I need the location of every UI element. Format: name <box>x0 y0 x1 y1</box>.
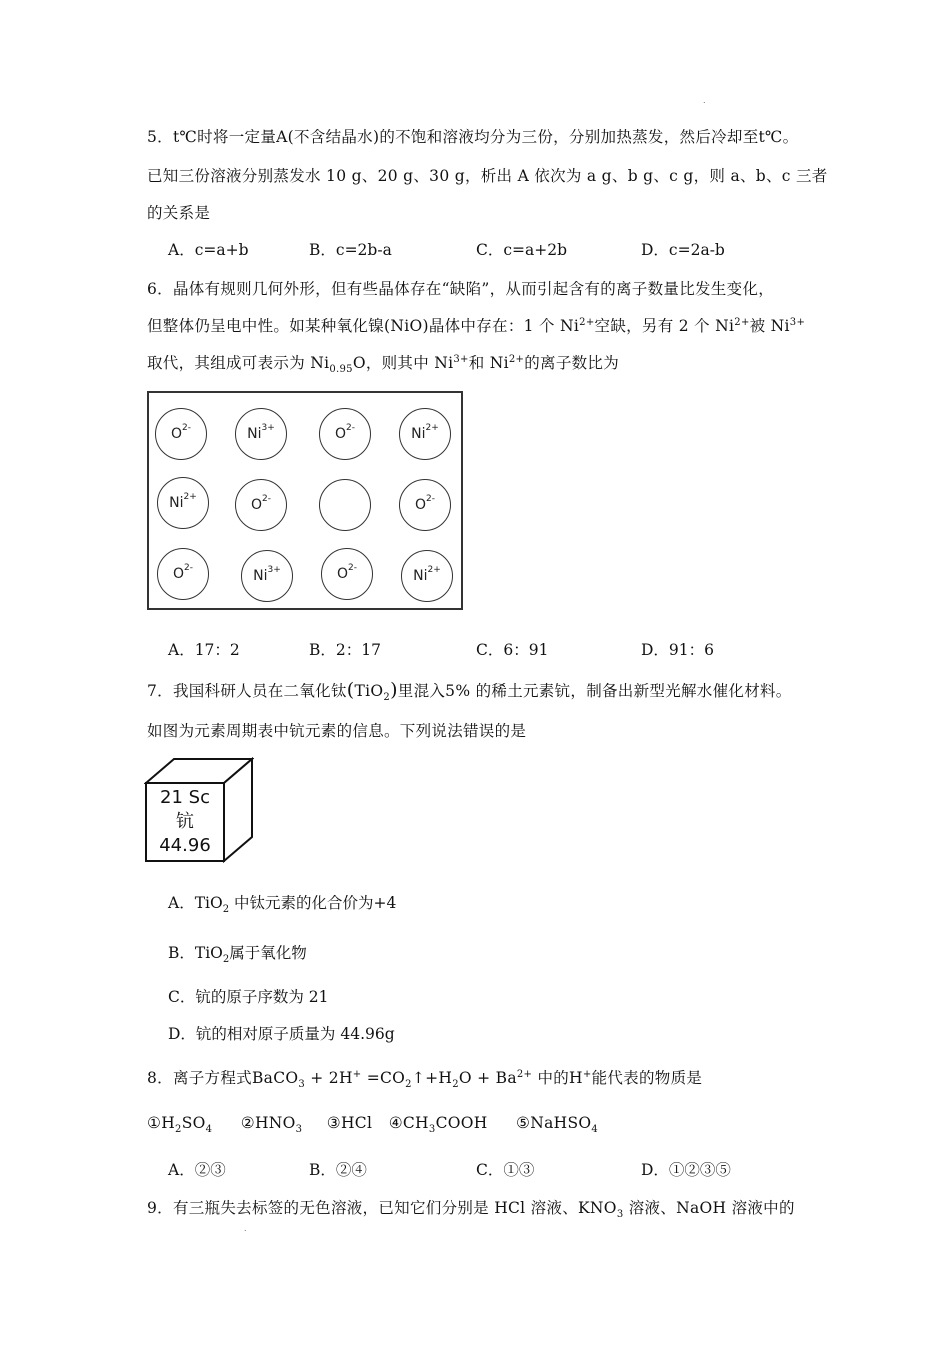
q5-option-b: B．c=2b-a <box>309 241 392 259</box>
substance-2: $②HNO_3$ <box>240 1114 303 1136</box>
ion-o2-minus: O $^{2-}$ <box>321 548 373 600</box>
q5-option-a: A．c=a+b <box>168 241 249 259</box>
element-number-symbol: 21 Sc <box>160 787 210 808</box>
substance-5: ⑤NaHSO$_4$ <box>516 1114 599 1136</box>
substance-3: ③HCl <box>326 1114 373 1132</box>
q5-line3: 的关系是 <box>147 204 211 222</box>
bottom-dot: . <box>244 1224 247 1233</box>
ion-ni3-plus: Ni $^{3+}$ <box>235 408 287 460</box>
ion-o2-minus: O $^{2-}$ <box>319 408 371 460</box>
q5-line1: 5．t℃时将一定量A(不含结晶水)的不饱和溶液均分为三份，分别加热蒸发，然后冷却至t℃。 <box>147 128 799 146</box>
q7-option-a: A．TiO$_2$ 中钛元素的化合价为+4 <box>168 894 397 916</box>
ion-ni3-plus: Ni $^{3+}$ <box>241 550 293 602</box>
q6-line2: 但整体仍呈电中性。如某种氧化镍(NiO)晶体中存在：1 个 $Ni^{2+}$空缺，另有 2 个 $Ni^{2+}$被 $Ni^{3+}$ <box>147 316 806 335</box>
q6-option-b: B．2：17 <box>309 641 381 659</box>
q5-option-d: D．c=2a-b <box>641 241 725 259</box>
q7-option-d: D．钪的相对原子质量为 44.96g <box>168 1025 395 1043</box>
q7-line1: 7．我国科研人员在二氧化钛(TiO$_2$)里混入5% 的稀土元素钪，制备出新型光解水催化材料。 <box>147 679 792 704</box>
q7-option-c: C．钪的原子序数为 21 <box>168 988 329 1006</box>
ion-o2-minus: O $^{2-}$ <box>399 479 451 531</box>
q6-option-c: C．6：91 <box>476 641 549 659</box>
ionic-equation: BaCO$_3$ + $2H^+ =CO_2↑+H_2O + Ba^{2+}$ <box>251 1068 533 1091</box>
q5-line2: 已知三份溶液分别蒸发水 10 g、20 g、30 g，析出 A 依次为 a g、b g、c g，则 a、b、c 三者 <box>147 167 828 185</box>
top-dot: . <box>703 96 706 105</box>
ion-ni2-plus: Ni $^{2+}$ <box>399 408 451 460</box>
q6-option-a: A．17：2 <box>168 641 240 659</box>
q8-option-c: C．①③ <box>476 1161 535 1179</box>
element-mass: 44.96 <box>159 835 211 856</box>
q6-line3: 取代，其组成可表示为 $Ni_{0.95}O$，则其中 $Ni^{3+}$和 $Ni^{2+}$的离子数比为 <box>147 353 620 376</box>
element-name: 钪 <box>176 811 194 832</box>
ion-ni2-plus: Ni $^{2+}$ <box>401 550 453 602</box>
element-info <box>146 786 224 858</box>
q6-option-d: D．91：6 <box>641 641 715 659</box>
q8-substances <box>147 1114 599 1136</box>
q7-line2: 如图为元素周期表中钪元素的信息。下列说法错误的是 <box>147 722 527 740</box>
ion-o2-minus: O $^{2-}$ <box>155 408 207 460</box>
ion-vacancy <box>319 479 371 531</box>
crystal-lattice-diagram <box>147 391 463 610</box>
ion-o2-minus: O $^{2-}$ <box>235 479 287 531</box>
q9-line1: 9．有三瓶失去标签的无色溶液，已知它们分别是 HCl 溶液、$KNO_3$ 溶液、NaOH 溶液中的 <box>147 1199 795 1221</box>
q8-option-a: A．②③ <box>168 1161 226 1179</box>
q6-line1: 6．晶体有规则几何外形，但有些晶体存在“缺陷”，从而引起含有的离子数量比发生变化， <box>147 280 775 298</box>
q7-option-b: B．TiO$_2$属于氧化物 <box>168 944 307 966</box>
substance-1: $①H_2SO_4$ <box>147 1114 213 1136</box>
q8-option-d: D．①②③⑤ <box>641 1161 731 1179</box>
q8-option-b: B．②④ <box>309 1161 367 1179</box>
q5-option-c: C．c=a+2b <box>476 241 568 259</box>
ion-ni2-plus: Ni $^{2+}$ <box>157 477 209 529</box>
substance-4: $④CH_3COOH$ <box>388 1114 488 1136</box>
ion-o2-minus: O $^{2-}$ <box>157 548 209 600</box>
q8-line1: 8．离子方程式BaCO$_3$ + $2H^+ =CO_2↑+H_2O + Ba^{2+}$ 中的H+能代表的物质是 <box>147 1068 703 1091</box>
